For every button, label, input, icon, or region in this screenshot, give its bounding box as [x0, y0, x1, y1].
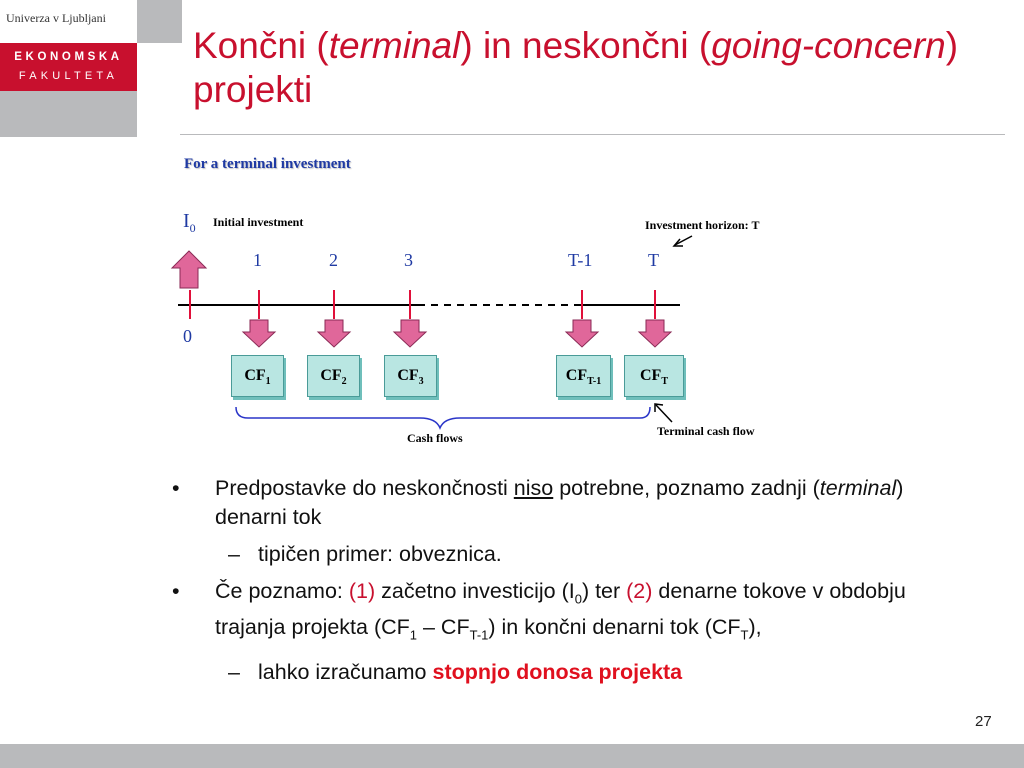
- period-zero-label: 0: [183, 326, 192, 346]
- slide-title: Končni (terminal) in neskončni (going-concern) projekti: [193, 25, 959, 110]
- sub-bullet-item: – lahko izračunamo stopnjo donosa projekta: [172, 658, 962, 687]
- cash-flow-arrows: [243, 320, 671, 347]
- initial-investment-label: Initial investment: [213, 215, 304, 229]
- terminal-cash-flow-box: $CF_T$: [624, 355, 684, 397]
- cash-flows-label: Cash flows: [407, 431, 463, 445]
- initial-investment-symbol: $I_0$: [183, 210, 196, 235]
- investment-horizon-label: Investment horizon: T: [645, 218, 760, 232]
- footer-bar: [0, 744, 1024, 768]
- dash-icon: –: [228, 659, 240, 684]
- bullet-list: [172, 474, 962, 695]
- cash-flow-box: $CF_1$: [231, 355, 284, 397]
- page-number: 27: [975, 713, 992, 730]
- logo-line-1: EKONOMSKA: [14, 51, 123, 63]
- period-label: 1: [253, 250, 262, 270]
- bullet-item: • Predpostavke do neskončnosti niso potrebne, poznamo zadnji (terminal) denarni tok: [172, 476, 904, 529]
- bullet-item: • Če poznamo: (1) začetno investicijo $(I_0)$ ter (2) denarne tokove v obdobju trajanja projekta $(CF_1 - CF_{T-1})$ in končni denarni tok $(CF_T)$,: [172, 579, 906, 643]
- period-label: 2: [329, 250, 338, 270]
- period-label: T: [648, 250, 659, 270]
- cash-flow-box: $CF_3$: [384, 355, 437, 397]
- sub-bullet-item: – tipičen primer: obveznica.: [172, 540, 962, 569]
- horizon-pointer-arrow: [674, 236, 692, 246]
- diagram-title: For a terminal investment: [184, 156, 351, 172]
- terminal-pointer-arrow: [655, 404, 672, 422]
- university-name: Univerza v Ljubljani: [6, 11, 106, 25]
- period-label: 3: [404, 250, 413, 270]
- bullet-icon: •: [172, 579, 180, 603]
- bullet-icon: •: [172, 476, 180, 500]
- cash-flows-brace: [236, 407, 650, 428]
- upward-arrow-icon: [172, 251, 206, 288]
- cash-flow-box: $CF_{T-1}$: [556, 355, 611, 397]
- logo-line-2: FAKULTETA: [18, 70, 119, 82]
- dash-icon: –: [228, 542, 240, 566]
- terminal-cash-flow-label: Terminal cash flow: [657, 424, 755, 438]
- period-label: T-1: [568, 250, 593, 270]
- cash-flow-box: $CF_2$: [307, 355, 360, 397]
